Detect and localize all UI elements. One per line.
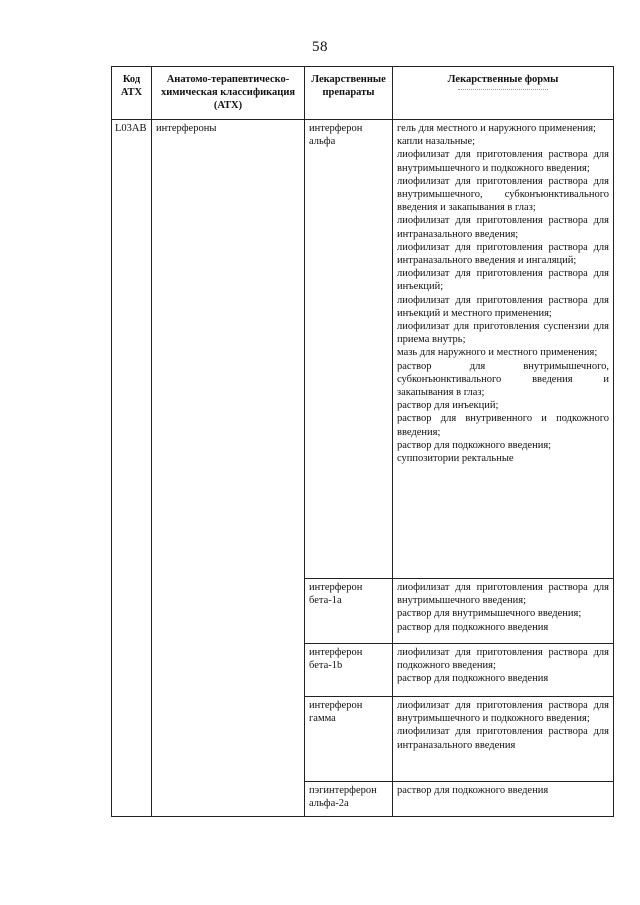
table-body	[112, 120, 614, 817]
header-forms-underline	[458, 88, 548, 90]
form-item: раствор для подкожного введения;	[397, 439, 552, 451]
form-item: лиофилизат для приготовления раствора для интраназального введения;	[397, 215, 609, 240]
atx-classification-cell: интерфероны	[152, 120, 305, 817]
form-item: мазь для наружного и местного применения;	[397, 347, 598, 359]
header-forms-label: Лекарственные формы	[447, 74, 559, 85]
form-item: лиофилизат для приготовления раствора для инъекций и местного применения;	[397, 294, 609, 319]
header-classification: Анатомо-терапевтическо-химическая классификация (АТХ)	[152, 67, 305, 120]
form-item: лиофилизат для приготовления раствора для подкожного введения;	[397, 647, 609, 672]
forms-cell	[393, 644, 614, 697]
table-header	[112, 67, 614, 120]
drug-cell: интерферон альфа	[305, 120, 393, 579]
form-item: раствор для внутримышечного введения;	[397, 608, 582, 620]
form-item: лиофилизат для приготовления раствора для внутримышечного и подкожного введения;	[397, 700, 609, 725]
header-row	[112, 67, 614, 120]
form-item: раствор для подкожного введения	[397, 673, 549, 685]
form-item: лиофилизат для приготовления раствора для инъекций;	[397, 268, 609, 293]
form-item: лиофилизат для приготовления суспензии для приема внутрь;	[397, 321, 609, 346]
form-item: лиофилизат для приготовления раствора для внутримышечного введения;	[397, 582, 609, 607]
forms-cell	[393, 697, 614, 782]
drug-cell: интерферон бета-1b	[305, 644, 393, 697]
forms-cell	[393, 120, 614, 579]
form-item: раствор для подкожного введения	[397, 621, 549, 633]
atx-code-cell: L03AB	[112, 120, 152, 817]
form-item: раствор для инъекций;	[397, 400, 499, 412]
atx-table	[111, 66, 614, 817]
forms-cell	[393, 579, 614, 644]
form-item: раствор для внутримышечного, субконъюнктивального введения и закапывания в глаз;	[397, 360, 609, 399]
drug-cell: пэгинтерферон альфа-2a	[305, 782, 393, 817]
header-drugs: Лекарственные препараты	[305, 67, 393, 120]
form-item: лиофилизат для приготовления раствора для внутримышечного и подкожного введения;	[397, 149, 609, 174]
table-row	[112, 120, 614, 579]
form-item: лиофилизат для приготовления раствора для интраназального введения	[397, 726, 609, 751]
form-item: гель для местного и наружного применения;	[397, 123, 596, 134]
form-item: раствор для внутривенного и подкожного введения;	[397, 413, 609, 438]
drug-cell: интерферон бета-1a	[305, 579, 393, 644]
forms-cell	[393, 782, 614, 817]
form-item: капли назальные;	[397, 136, 476, 148]
header-code: Код АТХ	[112, 67, 152, 120]
form-item: лиофилизат для приготовления раствора для внутримышечного, субконъюнктивального введения и закапывания в глаз;	[397, 175, 609, 214]
drug-cell: интерферон гамма	[305, 697, 393, 782]
page-number: 58	[312, 39, 328, 55]
form-item: раствор для подкожного введения	[397, 785, 549, 796]
form-item: лиофилизат для приготовления раствора для интраназального введения и ингаляций;	[397, 241, 609, 267]
header-forms	[393, 67, 614, 120]
form-item: суппозитории ректальные	[397, 453, 514, 465]
